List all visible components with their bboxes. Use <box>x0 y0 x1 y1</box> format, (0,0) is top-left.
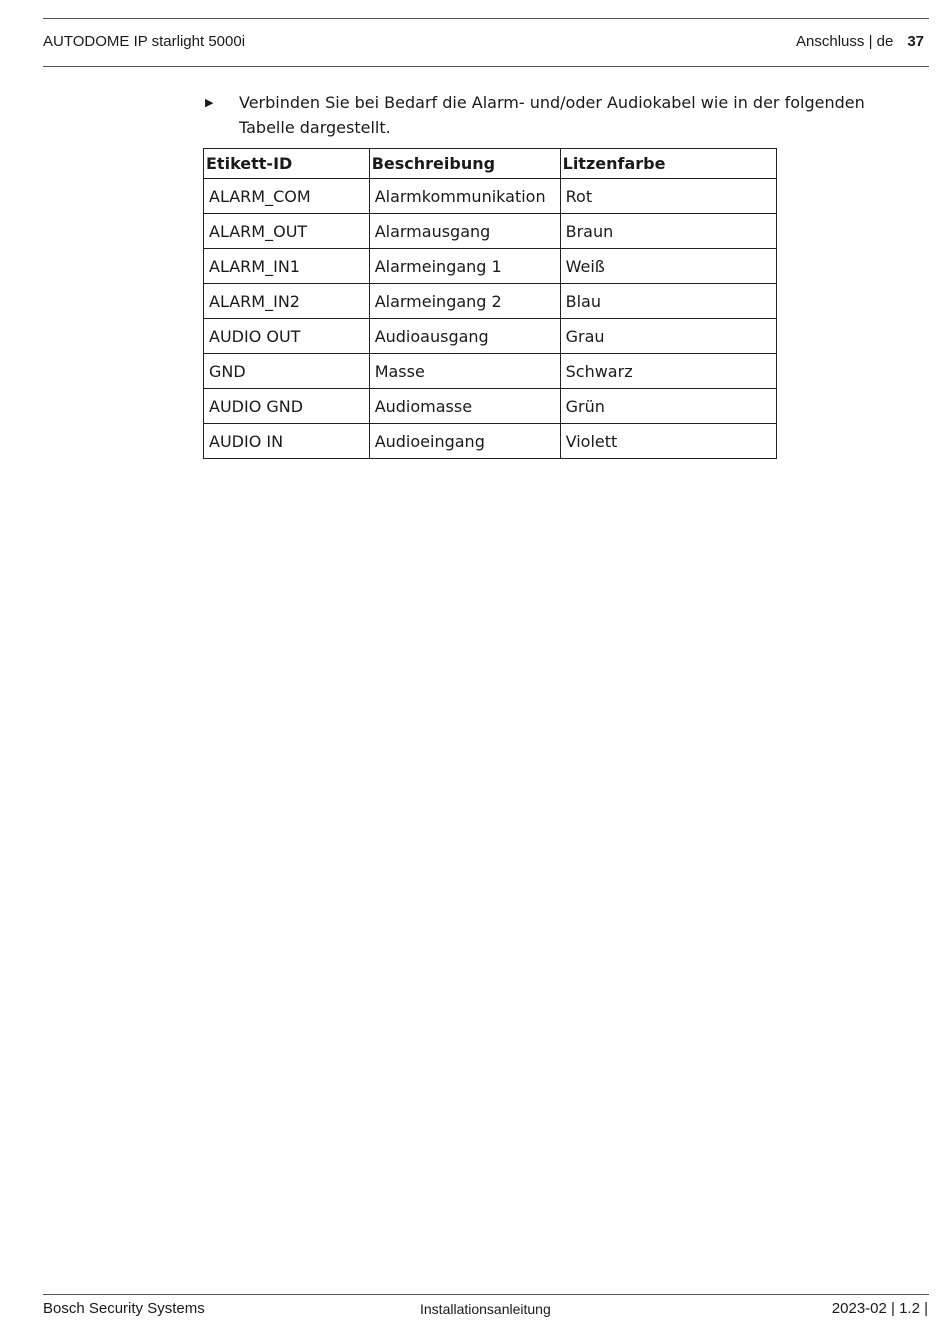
label-id-cell: AUDIO OUT <box>204 319 370 354</box>
label-id-cell: GND <box>204 354 370 389</box>
label-id-cell: ALARM_IN1 <box>204 249 370 284</box>
table-row <box>204 249 777 284</box>
table-row <box>204 354 777 389</box>
description-cell: Audioausgang <box>369 319 560 354</box>
header-rule-top <box>43 18 929 19</box>
wire-color-cell: Blau <box>560 284 776 319</box>
column-header: Etikett-ID <box>204 149 370 179</box>
table-row <box>204 214 777 249</box>
table-row <box>204 179 777 214</box>
header-rule-bottom <box>43 66 929 67</box>
description-cell: Alarmeingang 2 <box>369 284 560 319</box>
header-section <box>796 33 924 50</box>
triangle-right-icon: ▶ <box>205 96 214 109</box>
wire-color-cell: Rot <box>560 179 776 214</box>
wiring-table <box>203 148 777 459</box>
table-row <box>204 319 777 354</box>
description-cell: Audioeingang <box>369 424 560 459</box>
document-title: AUTODOME IP starlight 5000i <box>43 33 246 50</box>
description-cell: Alarmeingang 1 <box>369 249 560 284</box>
label-id-cell: ALARM_IN2 <box>204 284 370 319</box>
footer-version: 2023-02 | 1.2 | <box>831 1300 928 1317</box>
wire-color-cell: Schwarz <box>560 354 776 389</box>
column-header: Beschreibung <box>369 149 560 179</box>
wire-color-cell: Braun <box>560 214 776 249</box>
table-row <box>204 424 777 459</box>
label-id-cell: ALARM_COM <box>204 179 370 214</box>
label-id-cell: ALARM_OUT <box>204 214 370 249</box>
wire-color-cell: Grau <box>560 319 776 354</box>
label-id-cell: AUDIO GND <box>204 389 370 424</box>
table-row <box>204 284 777 319</box>
label-id-cell: AUDIO IN <box>204 424 370 459</box>
wire-color-cell: Grün <box>560 389 776 424</box>
footer-rule <box>43 1294 929 1295</box>
footer-doc-type: Installationsanleitung <box>420 1301 551 1317</box>
instruction-text: Verbinden Sie bei Bedarf die Alarm- und/oder Audiokabel wie in der folgenden Tabelle dargestellt. <box>239 93 865 137</box>
section-label: Anschluss | de <box>796 33 894 50</box>
description-cell: Alarmausgang <box>369 214 560 249</box>
wire-color-cell: Violett <box>560 424 776 459</box>
footer-company: Bosch Security Systems <box>43 1300 205 1317</box>
table-header-row <box>204 149 777 179</box>
page-number: 37 <box>907 33 924 50</box>
description-cell: Masse <box>369 354 560 389</box>
instruction-step <box>205 90 910 140</box>
column-header: Litzenfarbe <box>560 149 776 179</box>
table-row <box>204 389 777 424</box>
wire-color-cell: Weiß <box>560 249 776 284</box>
description-cell: Audiomasse <box>369 389 560 424</box>
description-cell: Alarmkommunikation <box>369 179 560 214</box>
